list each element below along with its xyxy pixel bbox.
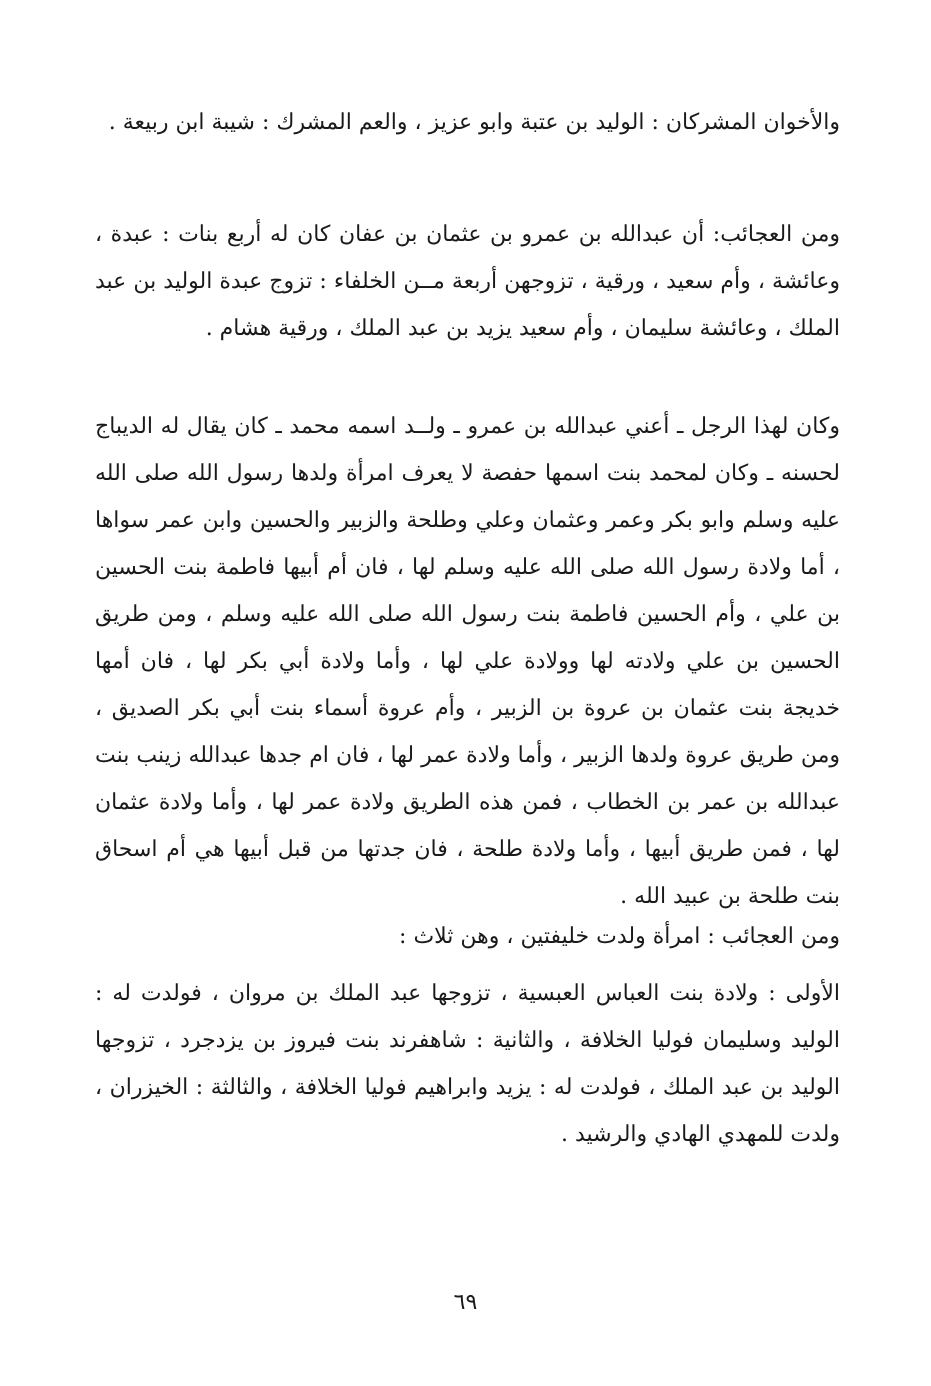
paragraph-text: والأخوان المشركان : الوليد بن عتبة وابو عزيز ، والعم المشرك : شيبة ابن ربيعة . [108, 110, 840, 135]
paragraph-hafsa-lineage [95, 403, 840, 920]
paragraph-text: ومن العجائب: أن عبدالله بن عمرو بن عثمان بن عفان كان له أربع بنات : عبدة ، وعائشة ، وأم سعيد ، ورقية ، تزوجهن أربعة مــن الخلفاء : تزوج عبدة الوليد بن عبد الملك ، وعائشة سليمان ، وأم سعيد يزيد بن عبد الملك ، ورقية هشام . [95, 222, 840, 341]
paragraph-three-women [95, 970, 840, 1158]
page-number: ٦٩ [453, 1290, 478, 1315]
paragraph-text: ومن العجائب : امرأة ولدت خليفتين ، وهن ثلاث : [399, 924, 840, 949]
paragraph-text: الأولى : ولادة بنت العباس العبسية ، تزوجها عبد الملك بن مروان ، فولدت له : الوليد وسليمان فوليا الخلافة ، والثانية : شاهفرند بنت فيروز بن يزدجرد ، تزوجها الوليد بن عبد الملك ، فولدت له : يزيد وابراهيم فوليا الخلافة ، والثالثة : الخيزران ، ولدت للمهدي الهادي والرشيد . [95, 981, 840, 1147]
paragraph-abdullah-daughters [95, 211, 840, 352]
paragraph-women-two-caliphs-intro [95, 913, 840, 960]
paragraph-text: وكان لهذا الرجل ـ أعني عبدالله بن عمرو ـ ولــد اسمه محمد ـ كان يقال له الديباج لحسنه ـ وكان لمحمد بنت اسمها حفصة لا يعرف امرأة ولدها رسول الله صلى الله عليه وسلم وابو بكر وعمر وعثمان وعلي وطلحة والزبير والحسين وابن عمر سواها ، أما ولادة رسول الله صلى الله عليه وسلم لها ، فان أم أبيها فاطمة بنت الحسين بن علي ، وأم الحسين فاطمة بنت رسول الله صلى الله عليه وسلم ، ومن طريق الحسين بن علي ولادته لها وولادة علي لها ، وأما ولادة أبي بكر لها ، فان أمها خديجة بنت عثمان بن عروة بن الزبير ، وأم عروة أسماء بنت أبي بكر الصديق ، ومن طريق عروة ولدها الزبير ، وأما ولادة عمر لها ، فان ام جدها عبدالله زينب بنت عبدالله بن عمر بن الخطاب ، فمن هذه الطريق ولادة عمر لها ، وأما ولادة عثمان لها ، فمن طريق أبيها ، وأما ولادة طلحة ، فان جدتها من قبل أبيها هي أم اسحاق بنت طلحة بن عبيد الله . [95, 414, 840, 909]
paragraph-polytheist-brothers [95, 99, 840, 146]
